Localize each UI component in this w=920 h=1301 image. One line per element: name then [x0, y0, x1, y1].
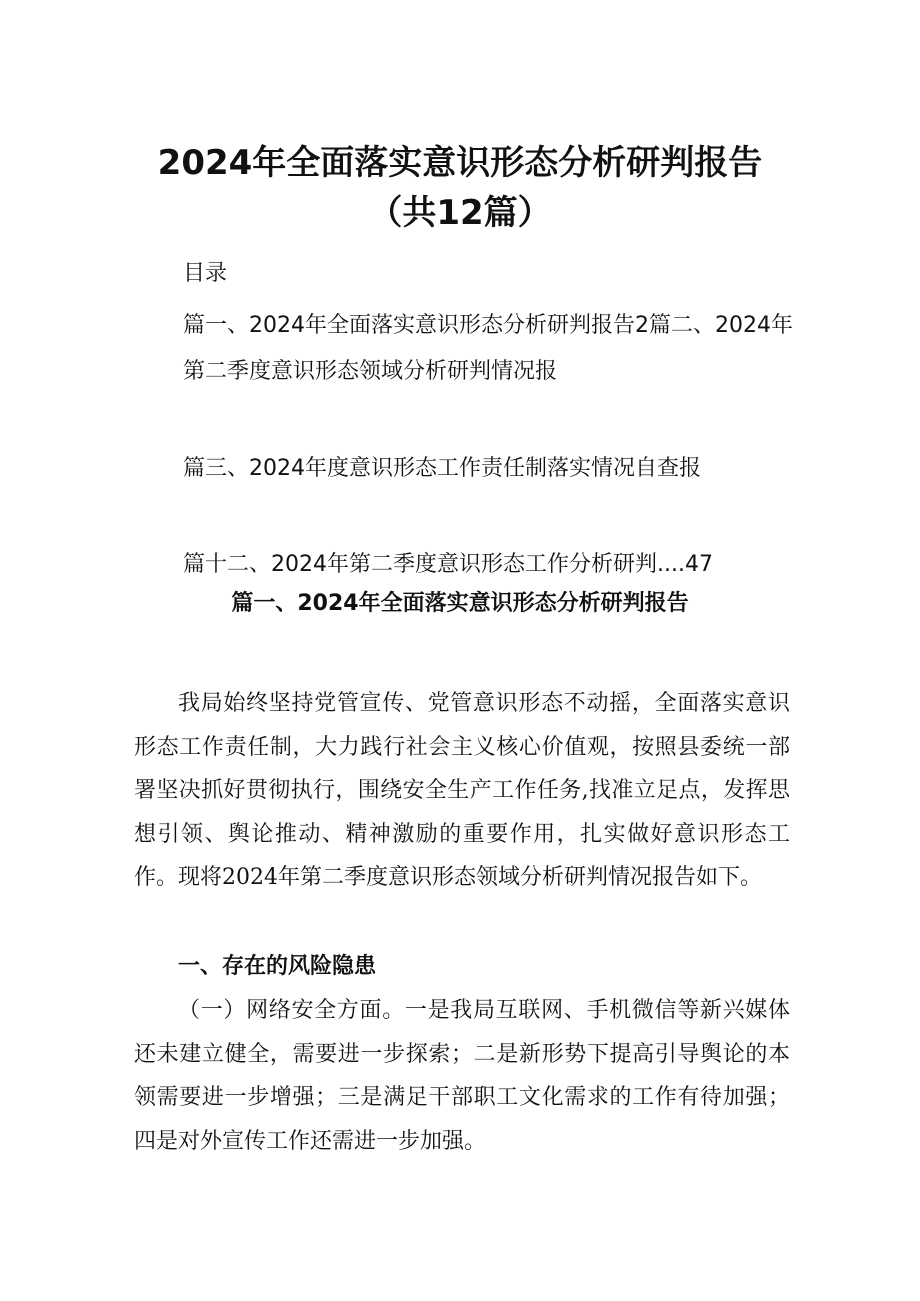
toc-label: 目录 — [183, 261, 228, 286]
section-heading-risks: 一、存在的风险隐患 — [178, 954, 377, 979]
section-title: 篇一、2024年全面落实意识形态分析研判报告 — [231, 591, 689, 616]
toc-entry-3[interactable]: 篇三、2024年度意识形态工作责任制落实情况自查报 — [183, 456, 701, 481]
toc-entry-1[interactable]: 篇一、2024年全面落实意识形态分析研判报告2篇二、2024年第二季度意识形态领域分析研判情况报 — [183, 313, 793, 384]
toc-entry-12[interactable]: 篇十二、2024年第二季度意识形态工作分析研判....47 — [183, 552, 713, 577]
risk-paragraph-network: （一）网络安全方面。一是我局互联网、手机微信等新兴媒体还未建立健全，需要进一步探索；二是新形势下提高引导舆论的本领需要进一步增强；三是满足干部职工文化需求的工作有待加强；四是对外宣传工作还需进一步加强。 — [134, 998, 790, 1154]
document-title: 2024年全面落实意识形态分析研判报告（共12篇） — [157, 143, 763, 233]
intro-paragraph: 我局始终坚持党管宣传、党管意识形态不动摇，全面落实意识形态工作责任制，大力践行社会主义核心价值观，按照县委统一部署坚决抓好贯彻执行，围绕安全生产工作任务,找准立足点，发挥思想引领、舆论推动、精神激励的重要作用，扎实做好意识形态工作。现将2024年第二季度意识形态领域分析研判情况报告如下。 — [134, 691, 790, 890]
